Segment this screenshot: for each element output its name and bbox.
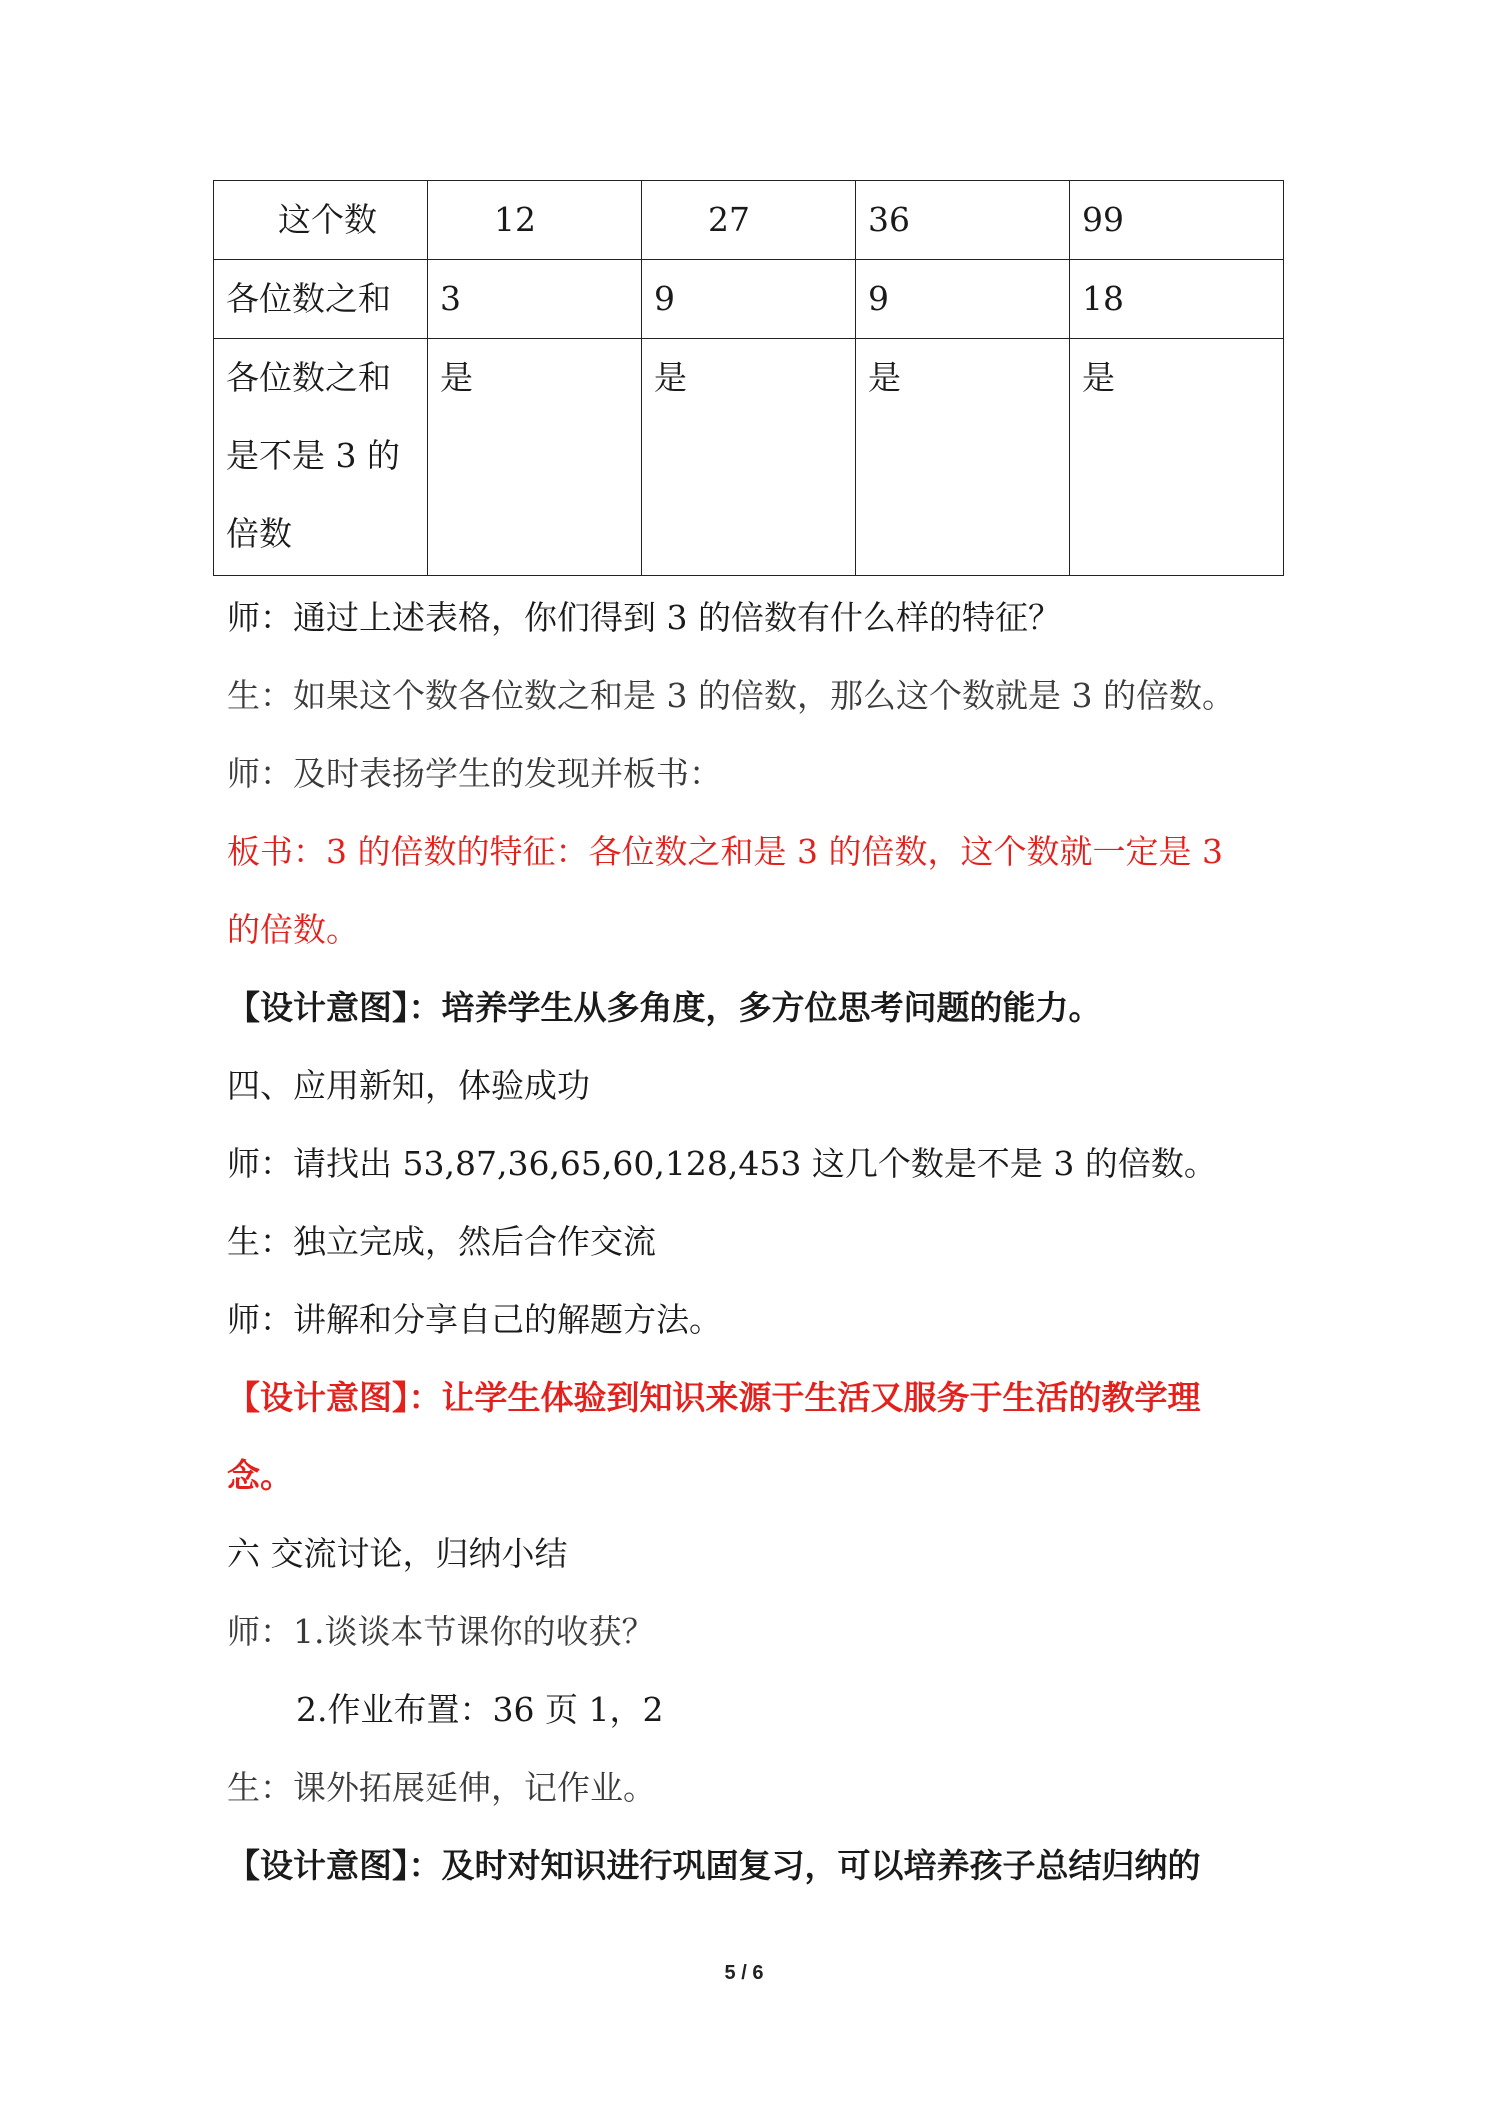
table-cell: 36	[856, 181, 1070, 260]
dialogue-line: 生：独立完成，然后合作交流	[227, 1222, 656, 1261]
table-cell: 是	[642, 339, 856, 576]
blackboard-line: 板书：3 的倍数的特征：各位数之和是 3 的倍数，这个数就一定是 3	[227, 832, 1223, 871]
digit-sum-table	[213, 180, 1284, 576]
table-cell: 3	[428, 260, 642, 339]
table-cell-line: 各位数之和	[226, 358, 391, 397]
table-cell: 这个数	[214, 181, 428, 260]
table-row	[214, 260, 1284, 339]
page-number: 5 / 6	[724, 1962, 764, 1984]
table-cell: 是	[856, 339, 1070, 576]
dialogue-line: 2.作业布置：36 页 1，2	[296, 1690, 664, 1729]
table-cell: 9	[856, 260, 1070, 339]
table-cell-line: 是不是 3 的	[226, 436, 400, 475]
table-cell	[214, 339, 428, 576]
dialogue-line: 生：课外拓展延伸，记作业。	[227, 1768, 656, 1807]
blackboard-line: 的倍数。	[227, 910, 359, 949]
dialogue-line: 师：及时表扬学生的发现并板书：	[227, 754, 722, 793]
design-intent: 【设计意图】：培养学生从多角度，多方位思考问题的能力。	[227, 988, 1102, 1027]
table-cell: 是	[1070, 339, 1284, 576]
table-cell: 12	[428, 181, 642, 260]
table-cell: 18	[1070, 260, 1284, 339]
design-intent: 【设计意图】：让学生体验到知识来源于生活又服务于生活的教学理	[227, 1378, 1201, 1417]
dialogue-line: 生：如果这个数各位数之和是 3 的倍数，那么这个数就是 3 的倍数。	[227, 676, 1235, 715]
section-heading: 四、应用新知，体验成功	[227, 1066, 590, 1105]
table-cell: 各位数之和	[214, 260, 428, 339]
design-intent: 【设计意图】：及时对知识进行巩固复习，可以培养孩子总结归纳的	[227, 1846, 1201, 1885]
dialogue-line: 师：请找出 53,87,36,65,60,128,453 这几个数是不是 3 的倍数。	[227, 1144, 1217, 1183]
table-cell: 27	[642, 181, 856, 260]
dialogue-line: 师：讲解和分享自己的解题方法。	[227, 1300, 722, 1339]
table-cell: 是	[428, 339, 642, 576]
table-cell: 99	[1070, 181, 1284, 260]
dialogue-line: 师：1.谈谈本节课你的收获？	[227, 1612, 655, 1651]
dialogue-line: 师：通过上述表格，你们得到 3 的倍数有什么样的特征？	[227, 598, 1061, 637]
table-cell: 9	[642, 260, 856, 339]
table-row	[214, 181, 1284, 260]
table-row	[214, 339, 1284, 576]
section-heading: 六 交流讨论，归纳小结	[227, 1534, 568, 1573]
table-cell-line: 倍数	[226, 514, 292, 553]
design-intent: 念。	[227, 1456, 293, 1495]
